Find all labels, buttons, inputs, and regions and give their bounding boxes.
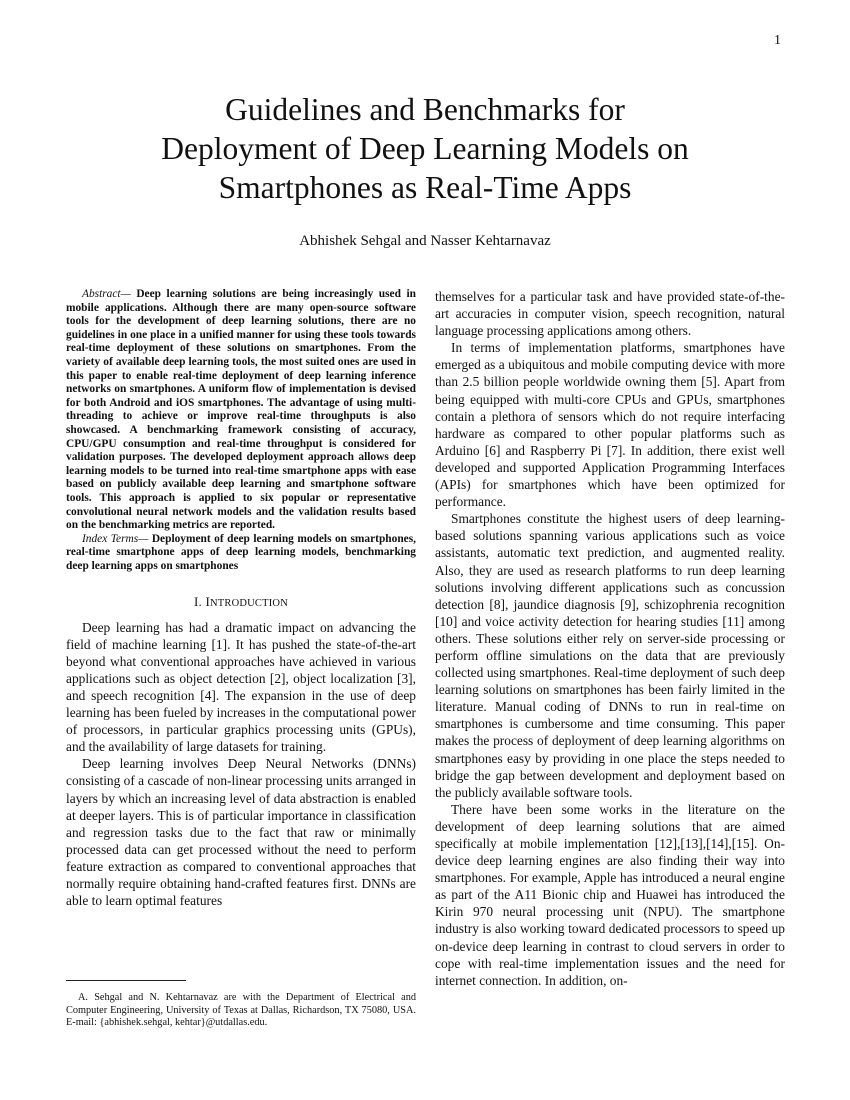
index-terms-label: Index Terms xyxy=(82,532,139,545)
abstract-label: Abstract xyxy=(82,288,121,300)
paragraph: Deep learning has had a dramatic impact on advancing the field of machine learning [1]. It has pushed the state-of-the-art beyond what conventional approaches have achieved in various applications such as object detection [2], object localization [3], and speech recognition [4]. The expansion in the use of deep learning has been fueled by increases in the computational power of processors, in particular graphics processing units (GPUs), and the availability of large datasets for training. xyxy=(66,619,416,755)
section-numeral: I. xyxy=(194,594,206,610)
right-column xyxy=(435,288,785,989)
footnote-divider xyxy=(66,980,186,981)
title-line: Smartphones as Real-Time Apps xyxy=(218,170,632,205)
title-line: Deployment of Deep Learning Models on xyxy=(161,131,689,166)
abstract-dash: — xyxy=(120,288,131,300)
paragraph: Smartphones constitute the highest users of deep learning-based solutions spanning various applications such as voice assistants, automatic text prediction, and augmented reality. Also, they are used as research platforms to run deep learning solutions involving different applications such as concussion detection [8], jaundice diagnosis [9], schizophrenia recognition [10] and voice activity detection for hearing studies [11] among others. These solutions either rely on server-side processing or perform offline simulations on the data that are previously collected using smartphones. Real-time deployment of such deep learning solutions on smartphones has been fairly limited in the literature. Manual coding of DNNs to run in real-time on smartphones is cumbersome and time consuming. This paper makes the process of deployment of deep learning algorithms on smartphones easy by providing in one place the steps needed to bridge the gap between development and deployment based on the publicly available software tools. xyxy=(435,511,785,800)
index-terms-dash: — xyxy=(138,532,149,545)
left-column xyxy=(66,288,416,909)
title-line: Guidelines and Benchmarks for xyxy=(225,92,625,127)
section-title-rest: NTRODUCTION xyxy=(209,598,288,610)
page-number: 1 xyxy=(774,33,781,48)
abstract-text: Deep learning solutions are being increasingly used in mobile applications. Although there are many open-source software tools for the development of deep learning solutions, there are no guidelines in one place in a unified manner for using these tools towards real-time deployment of these solutions on smartphones. From the variety of available deep learning tools, the most suited ones are used in this paper to enable real-time deployment of deep learning inference networks on smartphones. A uniform flow of implementation is devised for both Android and iOS smartphones. The advantage of using multi-threading to achieve or improve real-time throughputs is also showcased. A benchmarking framework consisting of accuracy, CPU/GPU consumption and real-time throughput is considered for validation purposes. The developed deployment approach allows deep learning models to be turned into real-time smartphone apps with ease based on publicly available deep learning and smartphone software tools. This approach is applied to six popular or representative convolutional neural network models and the validation results based on the benchmarking metrics are reported. xyxy=(66,288,416,532)
paragraph: In terms of implementation platforms, smartphones have emerged as a ubiquitous and mobile computing device with more than 2.5 billion people worldwide owning them [5]. Apart from being equipped with multi-core CPUs and GPUs, smartphones contain a plethora of sensors which do not require interfacing hardware as compared to other popular platforms such as Arduino [6] and Raspberry Pi [7]. In addition, there exist well developed and supported Application Programming Interfaces (APIs) for smartphones which have been optimized for performance. xyxy=(435,340,785,510)
paragraph: Deep learning involves Deep Neural Networks (DNNs) consisting of a cascade of non-linear processing units arranged in layers by which an increasing level of data abstraction is enabled at deeper layers. This is of particular importance in classification and regression tasks due to the fact that raw or minimally processed data can get processed without the need to perform feature extraction as compared to conventional approaches that normally require obtaining hand-crafted features first. DNNs are able to learn optimal features xyxy=(66,756,416,909)
section-title-initial: I xyxy=(205,594,210,610)
authors: Abhishek Sehgal and Nasser Kehtarnavaz xyxy=(299,233,551,249)
paragraph: themselves for a particular task and have provided state-of-the-art accuracies in computer vision, speech recognition, natural language processing applications among others. xyxy=(435,289,785,339)
footnote xyxy=(66,992,416,1030)
section-heading-introduction xyxy=(66,593,416,612)
footnote-text: A. Sehgal and N. Kehtarnavaz are with the Department of Electrical and Computer Engineering, University of Texas at Dallas, Richardson, TX 75080, USA. E-mail: {abhishek.sehgal, kehtar}@utdallas.edu. xyxy=(66,992,416,1029)
paper-title xyxy=(60,90,790,207)
paragraph: There have been some works in the literature on the development of deep learning solutions that are aimed specifically at mobile implementation [12],[13],[14],[15]. On-device deep learning engines are also finding their way into smartphones. For example, Apple has introduced a neural engine as part of the A11 Bionic chip and Huawei has introduced the Kirin 970 neural processing unit (NPU). The smartphone industry is also working toward dedicated processors to speed up on-device deep learning in contrast to cloud servers in order to cope with real-time implementation issues and the need for internet connection. In addition, on- xyxy=(435,801,785,988)
index-terms-text: Deployment of deep learning models on smartphones, real-time smartphone apps of deep learning models, benchmarking deep learning apps on smartphones xyxy=(66,532,416,572)
abstract xyxy=(66,288,416,573)
